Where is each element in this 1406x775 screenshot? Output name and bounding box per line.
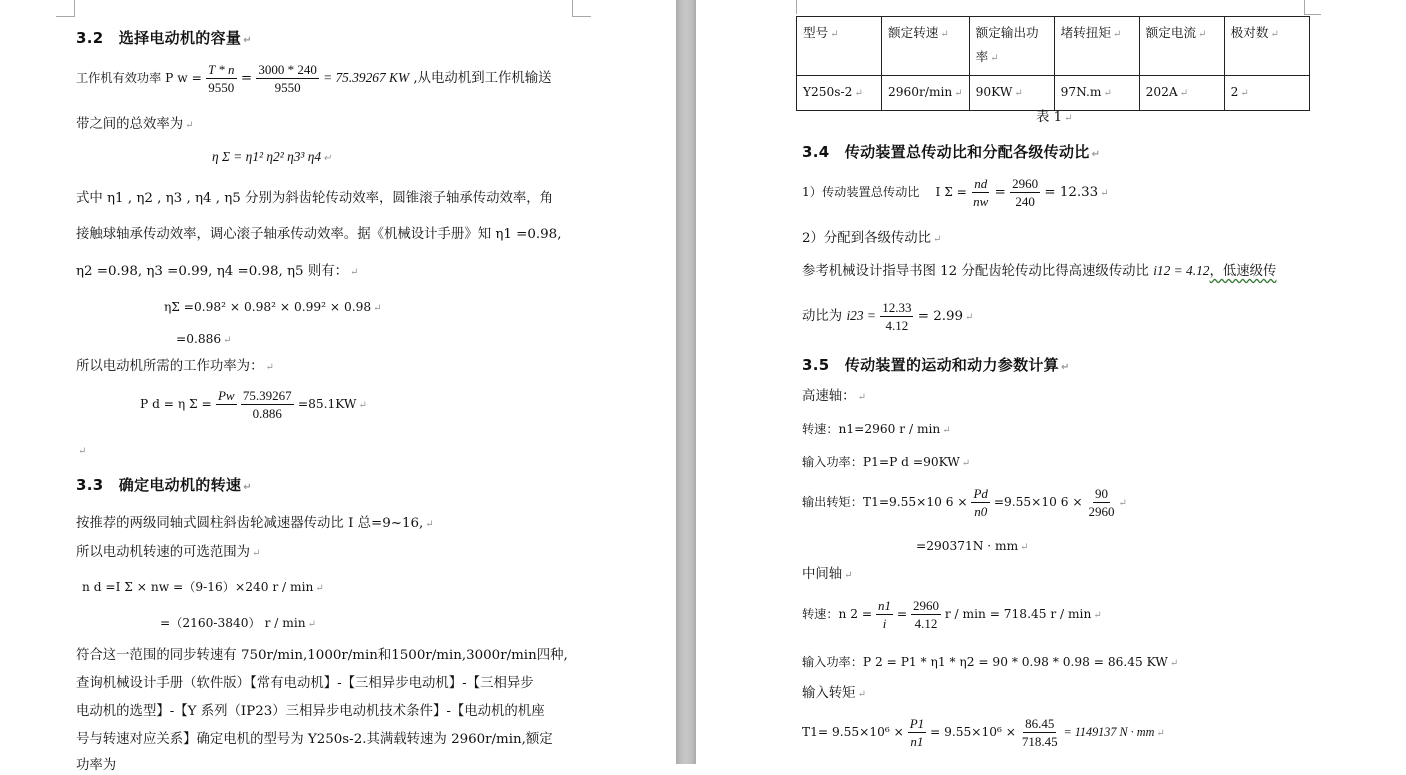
document-page-left[interactable] bbox=[0, 0, 676, 773]
paragraph-line: 高速轴： ↵ bbox=[802, 389, 866, 404]
efficiency-result: =0.886 ↵ bbox=[176, 332, 232, 346]
table-cell: Y250s-2 ↵ bbox=[797, 76, 882, 111]
table-header-cell: 额定转速 ↵ bbox=[882, 17, 970, 76]
torque-result: =290371N · mm ↵ bbox=[916, 539, 1029, 553]
paragraph-line: 中间轴 ↵ bbox=[802, 567, 853, 582]
fraction: $\frac{T * n}{9550}$ bbox=[208, 62, 235, 95]
section-heading-3-4: 3.4 传动装置总传动比和分配各级传动比 ↵ bbox=[802, 143, 1101, 161]
margin-corner-marker bbox=[56, 0, 75, 17]
fraction: $\frac{Pd}{n0}$ bbox=[973, 486, 988, 519]
empty-paragraph: ↵ bbox=[78, 446, 87, 457]
table-header-cell: 额定输出功率 ↵ bbox=[969, 17, 1054, 76]
effective-power-line: 工作机有效功率 P w = $\frac{T * n}{9550}$ = $\frac{3000 * 240}{9550}$ = 75.39267 KW ,从电动机到工作机输送 bbox=[76, 62, 552, 95]
fraction: $\frac{2960}{240}$ bbox=[1012, 176, 1039, 209]
paragraph-line: 号与转速对应关系】确定电机的型号为 Y250s-2.其满载转速为 2960r/min,额定 bbox=[76, 732, 553, 747]
paragraph-line: η2 =0.98, η3 =0.99, η4 =0.98, η5 则有： ↵ bbox=[76, 264, 359, 279]
input-torque-line: T1= 9.55×10⁶ × $\frac{P1}{n1}$ = 9.55×10⁶ × $\frac{86.45}{718.45}$ = 1149137 N · mm ↵ bbox=[802, 716, 1165, 749]
total-ratio-line: 1）传动装置总传动比 I Σ = $\frac{nd}{nw}$ = $\frac{2960}{240}$ = 12.33 ↵ bbox=[802, 176, 1109, 209]
paragraph-line: 输入转矩 ↵ bbox=[802, 686, 866, 701]
section-heading-3-3: 3.3 确定电动机的转速 ↵ bbox=[76, 476, 252, 494]
output-torque-line: 输出转矩：T1=9.55×10 6 × $\frac{Pd}{n0}$ =9.55×10 6 × $\frac{90}{2960}$ ↵ bbox=[802, 486, 1127, 519]
paragraph-line: 符合这一范围的同步转速有 750r/min,1000r/min和1500r/min,3000r/min四种, bbox=[76, 648, 568, 663]
intermediate-speed-line: 转速：n 2 = $\frac{n1}{i}$ = $\frac{2960}{4.12}$ r / min = 718.45 r / min ↵ bbox=[802, 598, 1102, 631]
paragraph-line: 2）分配到各级传动比 ↵ bbox=[802, 231, 942, 246]
fraction: $\frac{3000 * 240}{9550}$ bbox=[258, 62, 317, 95]
margin-corner-marker bbox=[784, 0, 797, 14]
table-header-cell: 堵转扭矩 ↵ bbox=[1054, 17, 1139, 76]
table-cell: 202A ↵ bbox=[1139, 76, 1224, 111]
table-cell: 2 ↵ bbox=[1224, 76, 1309, 111]
table-header-cell: 型号 ↵ bbox=[797, 17, 882, 76]
fraction: $\frac{86.45}{718.45}$ bbox=[1021, 716, 1058, 749]
table-cell: 97N.m ↵ bbox=[1054, 76, 1139, 111]
table-cell: 2960r/min ↵ bbox=[882, 76, 970, 111]
paragraph-line: 所以电动机所需的工作功率为： ↵ bbox=[76, 359, 274, 374]
paragraph-line: 按推荐的两级同轴式圆柱斜齿轮减速器传动比 I 总=9~16, ↵ bbox=[76, 516, 434, 531]
paragraph-line: 功率为 bbox=[76, 758, 117, 773]
efficiency-calculation: ηΣ =0.98² × 0.98² × 0.99² × 0.98 ↵ bbox=[164, 300, 382, 314]
paragraph-line: 所以电动机转速的可选范围为 ↵ bbox=[76, 545, 261, 560]
paragraph-line: 带之间的总效率为 ↵ bbox=[76, 117, 194, 132]
document-page-right[interactable] bbox=[696, 0, 1406, 764]
section-heading-3-5: 3.5 传动装置的运动和动力参数计算 ↵ bbox=[802, 356, 1070, 374]
fraction: $\frac{75.39267}{0.886}$ bbox=[242, 388, 292, 421]
fraction: $\frac{12.33}{4.12}$ bbox=[882, 300, 912, 333]
page-gutter bbox=[676, 0, 696, 764]
speed-line: 转速：n1=2960 r / min ↵ bbox=[802, 422, 951, 436]
fraction: $\frac{nd}{nw}$ bbox=[973, 176, 989, 209]
section-heading-3-2: 3.2 选择电动机的容量 ↵ bbox=[76, 29, 252, 47]
fraction: $\frac{2960}{4.12}$ bbox=[912, 598, 939, 631]
table-header-cell: 额定电流 ↵ bbox=[1139, 17, 1224, 76]
speed-range-formula: n d =I Σ × nw =（9-16）×240 r / min ↵ bbox=[82, 580, 324, 594]
fraction: $\frac{n1}{i}$ bbox=[878, 598, 892, 631]
table-row bbox=[797, 76, 1310, 111]
speed-range-result: =（2160-3840） r / min ↵ bbox=[160, 616, 316, 630]
paragraph-line: 接触球轴承传动效率，调心滚子轴承传动效率。据《机械设计手册》知 η1 =0.98, bbox=[76, 227, 562, 242]
fraction: Pw bbox=[217, 388, 235, 403]
margin-corner-marker bbox=[1304, 0, 1321, 15]
motor-spec-table bbox=[796, 16, 1310, 111]
fraction: $\frac{90}{2960}$ bbox=[1088, 486, 1115, 519]
paragraph-line: 参考机械设计指导书图 12 分配齿轮传动比得高速级传动比 i12 = 4.12，低速级传 bbox=[802, 263, 1277, 279]
table-header-row bbox=[797, 17, 1310, 76]
table-header-cell: 极对数 ↵ bbox=[1224, 17, 1309, 76]
intermediate-power-line: 输入功率：P 2 = P1 * η1 * η2 = 90 * 0.98 * 0.98 = 86.45 KW ↵ bbox=[802, 655, 1179, 669]
table-caption: 表 1 ↵ bbox=[1036, 110, 1073, 125]
required-power-formula: P d = η Σ = Pw $\frac{75.39267}{0.886}$ =85.1KW ↵ bbox=[140, 388, 367, 421]
paragraph-line: 查询机械设计手册（软件版）【常有电动机】-【三相异步电动机】-【三相异步 bbox=[76, 676, 534, 691]
fraction: $\frac{P1}{n1}$ bbox=[909, 716, 925, 749]
efficiency-formula: η Σ = η1² η2² η3³ η4 ↵ bbox=[212, 149, 332, 164]
power-line: 输入功率：P1=P d =90KW ↵ bbox=[802, 455, 971, 469]
paragraph-line: 电动机的选型】-【Y 系列（IP23）三相异步电动机技术条件】-【电动机的机座 bbox=[76, 704, 545, 719]
table-cell: 90KW ↵ bbox=[969, 76, 1054, 111]
low-speed-ratio-line: 动比为 i23 = $\frac{12.33}{4.12}$ = 2.99 ↵ bbox=[802, 300, 974, 333]
paragraph-line: 式中 η1 , η2 , η3 , η4 , η5 分别为斜齿轮传动效率，圆锥滚子轴承传动效率，角 bbox=[76, 191, 554, 206]
margin-corner-marker bbox=[572, 0, 591, 17]
